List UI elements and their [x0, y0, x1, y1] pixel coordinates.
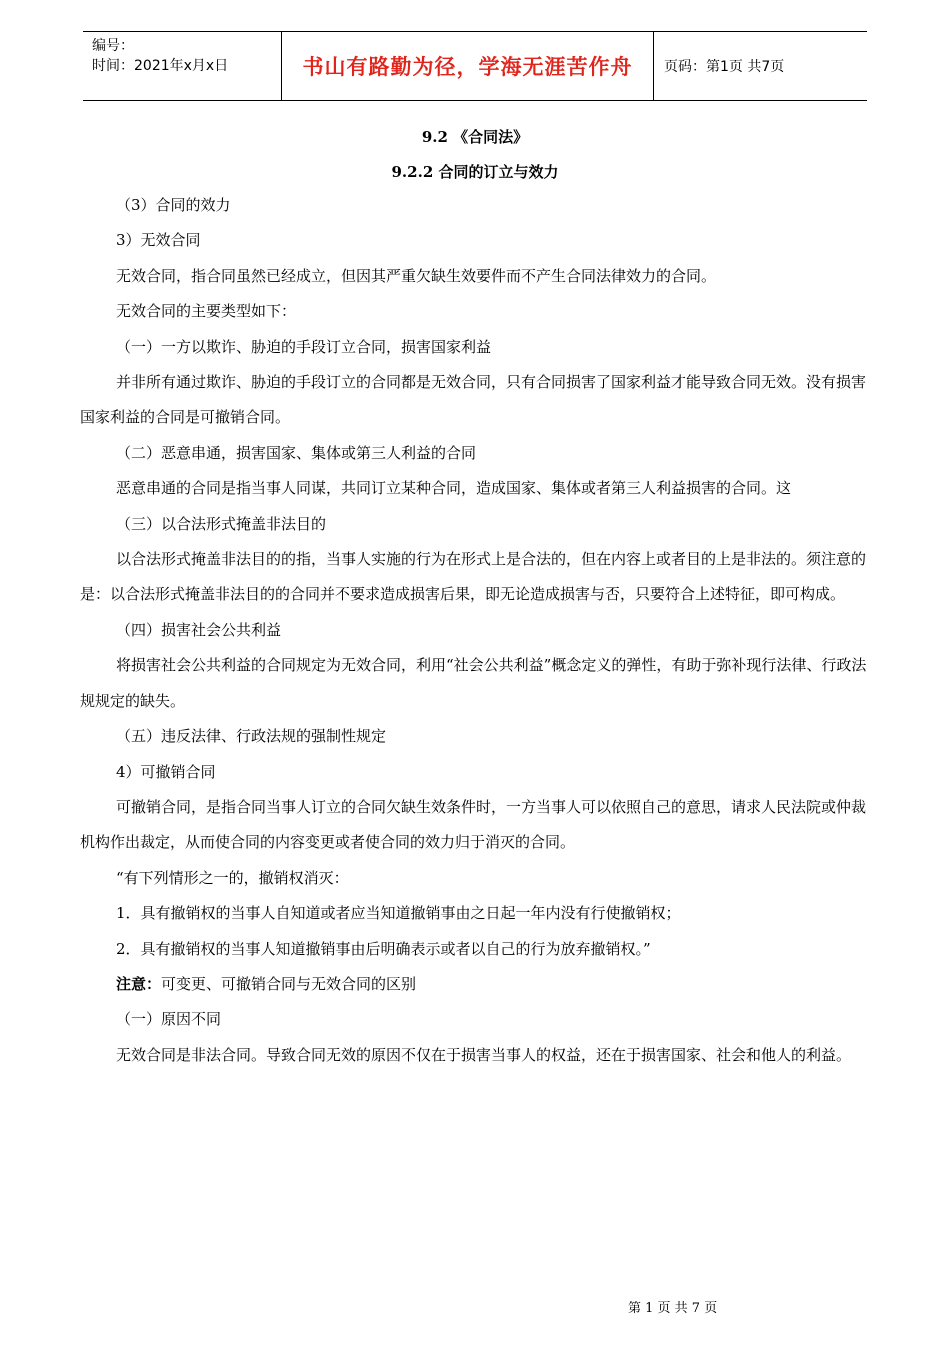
paragraph: 恶意串通的合同是指当事人同谋，共同订立某种合同，造成国家、集体或者第三人利益损害的合同。这 [116, 479, 792, 498]
paragraph: 3）无效合同 [116, 231, 201, 250]
paragraph: （一）一方以欺诈、胁迫的手段订立合同，损害国家利益 [116, 337, 492, 356]
paragraph: 以合法形式掩盖非法目的的指，当事人实施的行为在形式上是合法的，但在内容上或者目的上是非法的。须注意的是：以合法形式掩盖非法目的的合同并不要求造成损害后果，即无论造成损害与否，只要符合上述特征，即可构成。 [80, 550, 867, 604]
paragraph: “有下列情形之一的，撤销权消灭： [116, 868, 349, 887]
paragraph: 1．具有撤销权的当事人自知道或者应当知道撤销事由之日起一年内没有行使撤销权； [116, 904, 681, 923]
section-title: 9.2 《合同法》 [421, 128, 529, 146]
paragraph: （一）原因不同 [116, 1010, 222, 1029]
paragraph: 将损害社会公共利益的合同规定为无效合同，利用“社会公共利益”概念定义的弹性，有助于弥补现行法律、行政法规规定的缺失。 [80, 656, 867, 710]
footer-page-number: 第 1 页 共 7 页 [628, 1301, 718, 1316]
paragraph: （3）合同的效力 [116, 196, 231, 214]
paragraph: （四）损害社会公共利益 [116, 620, 282, 639]
subsection-title: 9.2.2 合同的订立与效力 [391, 163, 559, 181]
paragraph: 无效合同的主要类型如下： [116, 302, 297, 321]
paragraph: 可撤销合同，是指合同当事人订立的合同欠缺生效条件时，一方当事人可以依照自己的意思，请求人民法院或仲裁机构作出裁定，从而使合同的内容变更或者使合同的效力归于消灭的合同。 [80, 797, 867, 852]
header-motto: 书山有路勤为径，学海无涯苦作舟 [282, 32, 654, 100]
note-paragraph [80, 967, 870, 1002]
paragraph: 2．具有撤销权的当事人知道撤销事由后明确表示或者以自己的行为放弃撤销权。” [116, 939, 651, 958]
page-header [83, 31, 867, 101]
paragraph: 无效合同，指合同虽然已经成立，但因其严重欠缺生效要件而不产生合同法律效力的合同。 [116, 266, 717, 285]
paragraph: 无效合同是非法合同。导致合同无效的原因不仅在于损害当事人的权益，还在于损害国家、社会和他人的利益。 [116, 1045, 852, 1064]
header-page-info: 页码：第1页 共7页 [664, 59, 785, 75]
paragraph: （五）违反法律、行政法规的强制性规定 [116, 727, 387, 746]
note-text: 可变更、可撤销合同与无效合同的区别 [161, 974, 417, 993]
document-date: 时间：2021年x月x日 [92, 58, 229, 74]
document-number-label: 编号： [92, 38, 134, 54]
paragraph: （二）恶意串通，损害国家、集体或第三人利益的合同 [116, 443, 477, 462]
paragraph: 并非所有通过欺诈、胁迫的手段订立的合同都是无效合同，只有合同损害了国家利益才能导致合同无效。没有损害国家利益的合同是可撤销合同。 [80, 373, 867, 427]
paragraph: 4）可撤销合同 [116, 762, 216, 781]
document-body [80, 188, 870, 1073]
paragraph: （三）以合法形式掩盖非法目的 [116, 514, 327, 533]
header-meta [83, 32, 282, 100]
note-label: 注意： [116, 974, 162, 993]
